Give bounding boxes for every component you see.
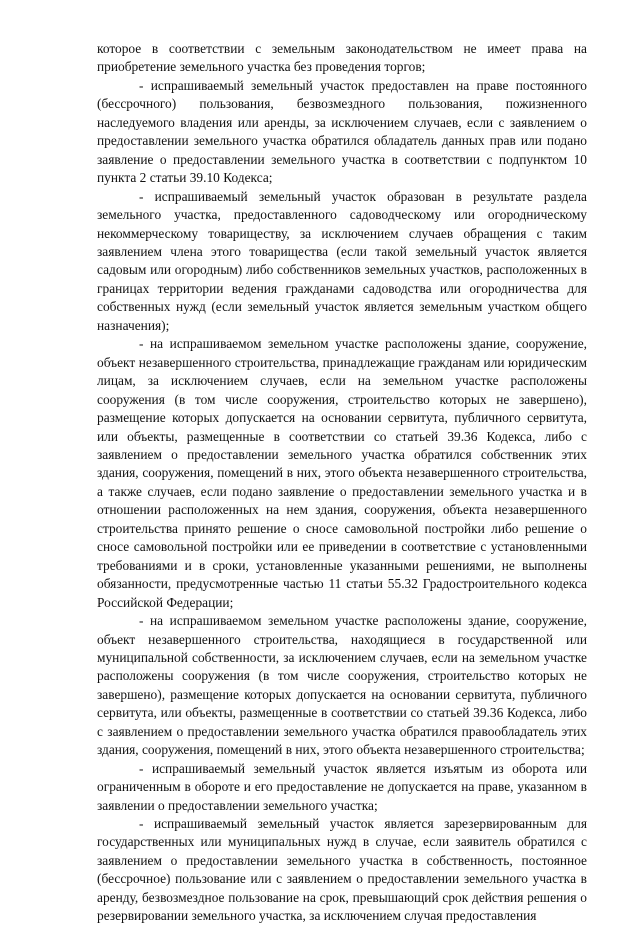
paragraph-garden-partnership-division: - испрашиваемый земельный участок образован в результате раздела земельного участка, предоставленного садоводческому или огородническому некоммерческому товариществу, за исключением случаев обращения с таким заявлением члена этого товарищества (если такой земельный участок является садовым или огородным) либо собственников земельных участков, расположенных в границах территории ведения гражданами садоводства или огородничества для собственных нужд (если земельный участок является земельным участком общего назначения); — [97, 188, 587, 333]
paragraph-permanent-use-right: - испрашиваемый земельный участок предоставлен на праве постоянного (бессрочного) пользования, безвозмездного пользования, пожизненного наследуемого владения или аренды, за исключением случаев, если с заявлением о предоставлении земельного участка обратился обладатель данных прав или подано заявление о предоставлении земельного участка в соответствии с подпунктом 10 пункта 2 статьи 39.10 Кодекса; — [97, 77, 587, 186]
paragraph-continuation: которое в соответствии с земельным законодательством не имеет права на приобретение земельного участка без проведения торгов; — [97, 41, 587, 75]
paragraph-reserved-for-state-needs: - испрашиваемый земельный участок является зарезервированным для государственных или муниципальных нужд в случае, если заявитель обратился с заявлением о предоставлении земельного участка в собственность, постоянное (бессрочное) пользование или с заявлением о предоставлении земельного участка в аренду, безвозмездное пользование на срок, превышающий срок действия решения о резервировании земельного участка, за исключением случая предоставления — [97, 816, 587, 924]
document-page — [97, 40, 587, 926]
paragraph-withdrawn-from-circulation: - испрашиваемый земельный участок является изъятым из оборота или ограниченным в обороте и его предоставление не допускается на праве, указанном в заявлении о предоставлении земельного участка; — [97, 760, 587, 813]
paragraph-state-buildings: - на испрашиваемом земельном участке расположены здание, сооружение, объект незавершенного строительства, находящиеся в государственной или муниципальной собственности, за исключением случаев, если на земельном участке расположены сооружения (в том числе сооружения, строительство которых не завершено), размещение которых допускается на основании сервитута, публичного сервитута, или объекты, размещенные в соответствии со статьей 39.36 Кодекса, либо с заявлением о предоставлении земельного участка обратился правообладатель этих здания, сооружения, помещений в них, этого объекта незавершенного строительства; — [97, 613, 587, 758]
paragraph-private-buildings: - на испрашиваемом земельном участке расположены здание, сооружение, объект незавершенного строительства, принадлежащие гражданам или юридическим лицам, за исключением случаев, если на земельном участке расположены сооружения (в том числе сооружения, строительство которых не завершено), размещение которых допускается на основании сервитута, публичного сервитута, или объекты, размещенные в соответствии со статьей 39.36 Кодекса, либо с заявлением о предоставлении земельного участка обратился собственник этих здания, сооружения, помещений в них, этого объекта незавершенного строительства, а также случаев, если подано заявление о предоставлении земельного участка и в отношении расположенных на нем здания, сооружения, объекта незавершенного строительства принято решение о сносе самовольной постройки либо решение о сносе самовольной постройки или ее приведении в соответствие с установленными требованиями и в сроки, установленные указанными решениями, не выполнены обязанности, предусмотренные частью 11 статьи 55.32 Градостроительного кодекса Российской Федерации; — [97, 336, 587, 610]
